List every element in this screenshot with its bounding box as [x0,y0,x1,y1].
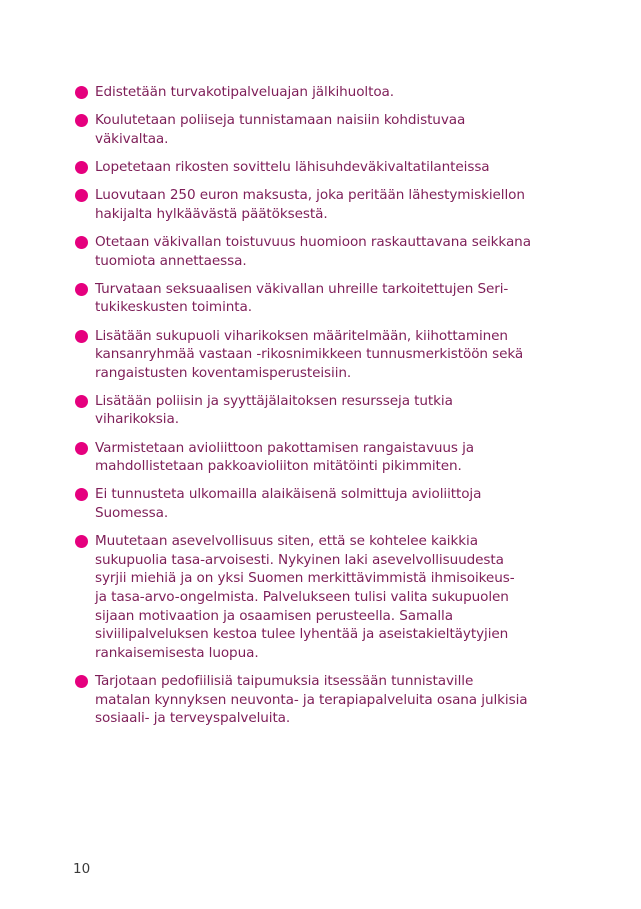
bullet-dot-icon [75,675,88,688]
list-item [75,186,575,223]
list-item-text: Ei tunnusteta ulkomailla alaikäisenä solmittuja avioliittoja Suomessa. [95,486,482,522]
list-item-text: Lisätään poliisin ja syyttäjälaitoksen resursseja tutkia viharikoksia. [95,392,453,428]
bullet-dot-icon [75,283,88,296]
bullet-dot-icon [75,161,88,174]
list-item-text: Varmistetaan avioliittoon pakottamisen rangaistavuus ja mahdollistetaan pakkoavioliiton mitätöinti pikimmiten. [95,439,475,475]
list-item-text: Turvataan seksuaalisen väkivallan uhreille tarkoitettujen Seri- tukikeskusten toiminta. [95,280,509,316]
list-item [75,280,575,317]
page-number: 10 [73,861,91,877]
list-item [75,327,575,383]
list-item [75,392,575,429]
list-item-text: Koulutetaan poliiseja tunnistamaan naisiin kohdistuvaa väkivaltaa. [95,112,466,147]
list-item [75,83,575,102]
list-item [75,439,575,476]
bullet-dot-icon [75,488,88,501]
list-item [75,485,575,522]
list-item-text: Tarjotaan pedofiilisiä taipumuksia itsessään tunnistaville matalan kynnyksen neuvonta- ja terapiapalveluita osana julkisia sosiaali- ja terveyspalveluita. [95,672,528,727]
list-item-text: Lopetetaan rikosten sovittelu lähisuhdeväkivaltatilanteissa [95,158,490,175]
list-item-text: Luovutaan 250 euron maksusta, joka peritään lähestymiskiellon hakijalta hylkäävästä päätöksestä. [95,187,525,222]
bullet-list [75,83,575,737]
list-item [75,111,575,148]
list-item [75,158,575,177]
list-item-text: Muutetaan asevelvollisuus siten, että se kohtelee kaikkia sukupuolia tasa-arvoisesti. Nykyinen laki asevelvollisuudesta syrjii miehiä ja on yksi Suomen merkittävimmistä ihmisoikeus- ja tasa-arvo-ongelmista. Palvelukseen tulisi valita sukupuolen sijaan motivaation ja osaamisen perusteella. Samalla siviilipalveluksen kestoa tulee lyhentää ja aseistakieltäytyjien rankaisemisesta luopua. [95,533,515,661]
bullet-dot-icon [75,86,88,99]
bullet-dot-icon [75,236,88,249]
bullet-dot-icon [75,189,88,202]
bullet-dot-icon [75,114,88,127]
list-item [75,672,575,728]
list-item [75,532,575,662]
list-item-text: Lisätään sukupuoli viharikoksen määritelmään, kiihottaminen kansanryhmää vastaan -rikosnimikkeen tunnusmerkistöön sekä rangaistusten koventamisperusteisiin. [95,327,524,381]
list-item-text: Otetaan väkivallan toistuvuus huomioon raskauttavana seikkana tuomiota annettaessa. [95,233,531,269]
list-item [75,233,575,270]
list-item-text: Edistetään turvakotipalveluajan jälkihuoltoa. [95,84,394,100]
bullet-dot-icon [75,535,88,548]
bullet-dot-icon [75,442,88,455]
bullet-dot-icon [75,330,88,343]
bullet-dot-icon [75,395,88,408]
